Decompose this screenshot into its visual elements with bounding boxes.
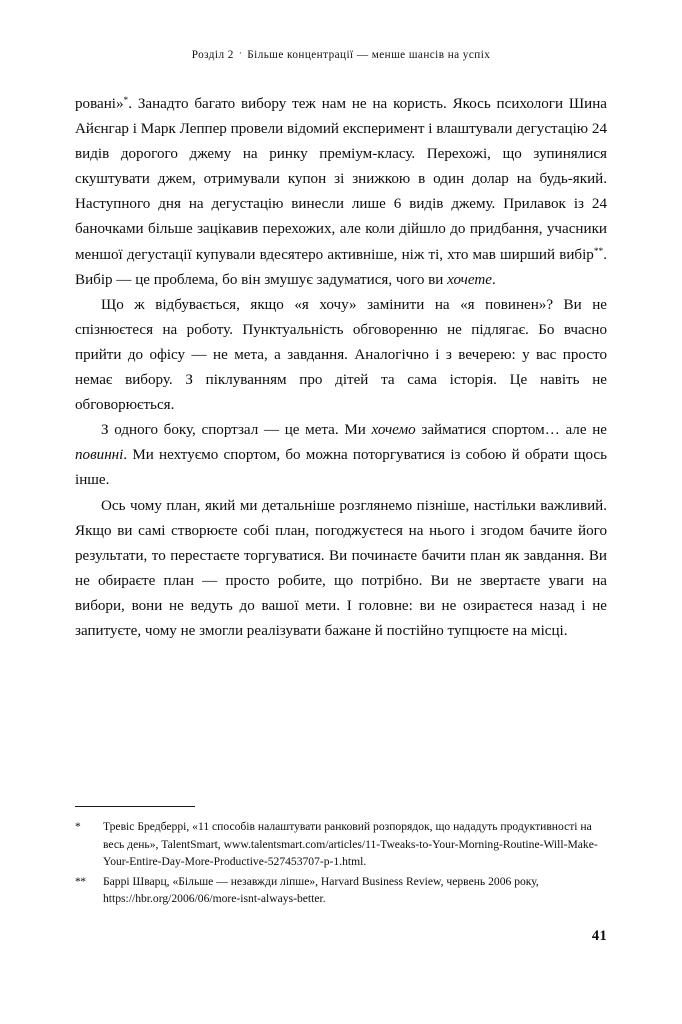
- paragraph-3: З одного боку, спортзал — це мета. Ми хочемо займатися спортом… але не повинні. Ми нехтуємо спортом, бо можна поторгуватися із собою й обрати щось інше.: [75, 422, 607, 489]
- footnote-item: [75, 818, 607, 871]
- footnote-text: Тревіс Бредберрі, «11 способів налаштувати ранковий розпорядок, що нададуть продуктивності на весь день», TalentSmart, www.talentsmart.com/articles/11-Tweaks-to-Your-Morning-Routine-Will-Make-Your-Entire-Day-More-Productive-527453707-p-1.html.: [103, 820, 598, 869]
- page-number: 41: [591, 928, 607, 944]
- running-head: [0, 48, 682, 61]
- paragraph-1: ровані»*. Занадто багато вибору теж нам не на користь. Якось психологи Шина Айєнгар і Марк Леппер провели відомий експеримент і влаштували дегустацію 24 видів дорогого джему на ринку преміум-класу. Перехожі, що зупинялися скуштувати джем, отримували купон зі знижкою в один долар на будь-який. Наступного дня на дегустацію винесли лише 6 видів джему. Прилавок із 24 баночками більше зацікавив перехожих, але коли дійшло до придбання, учасники меншої дегустації купували вдесятеро активніше, ніж ті, хто мав ширший вибір**. Вибір — це проблема, бо він змушує задуматися, чого ви хочете.: [75, 96, 607, 288]
- footnote-marker: *: [75, 820, 81, 833]
- running-head-title: Більше концентрації — менше шансів на успіх: [247, 49, 491, 61]
- footnote-marker: **: [75, 874, 86, 888]
- running-head-separator: ·: [238, 48, 243, 58]
- paragraph-4: Ось чому план, який ми детальніше розглянемо пізніше, настільки важливий. Якщо ви самі створюєте собі план, погоджуєтеся на нього і згодом бачите його результати, то перестаєте торгуватися. Ви починаєте бачити план як завдання. Ви не обираєте план — просто робите, що потрібно. Ви не звертаєте уваги на вибори, вони не ведуть до вашої мети. І головне: ви не озираєтеся назад і не запитуєте, чому не змогли реалізувати бажане й постійно тупцюєте на місці.: [75, 497, 607, 639]
- footnote-item: [75, 873, 607, 908]
- body-text: [75, 92, 607, 644]
- footnote-separator-rule: [75, 806, 195, 807]
- running-head-chapter: Розділ 2: [191, 49, 234, 61]
- footnotes: [75, 818, 607, 910]
- paragraph-2: Що ж відбувається, якщо «я хочу» замінити на «я повинен»? Ви не спізнюєтеся на роботу. Пунктуальність обговоренню не підлягає. Бо вчасно прийти до офісу — не мета, а завдання. Аналогічно і з вечерею: у вас просто немає вибору. З піклуванням про дітей та сама історія. Це навіть не обговорюється.: [75, 296, 607, 414]
- footnote-text: Баррі Шварц, «Більше — незавжди ліпше», Harvard Business Review, червень 2006 року, https://hbr.org/2006/06/more-isnt-always-better.: [103, 874, 539, 906]
